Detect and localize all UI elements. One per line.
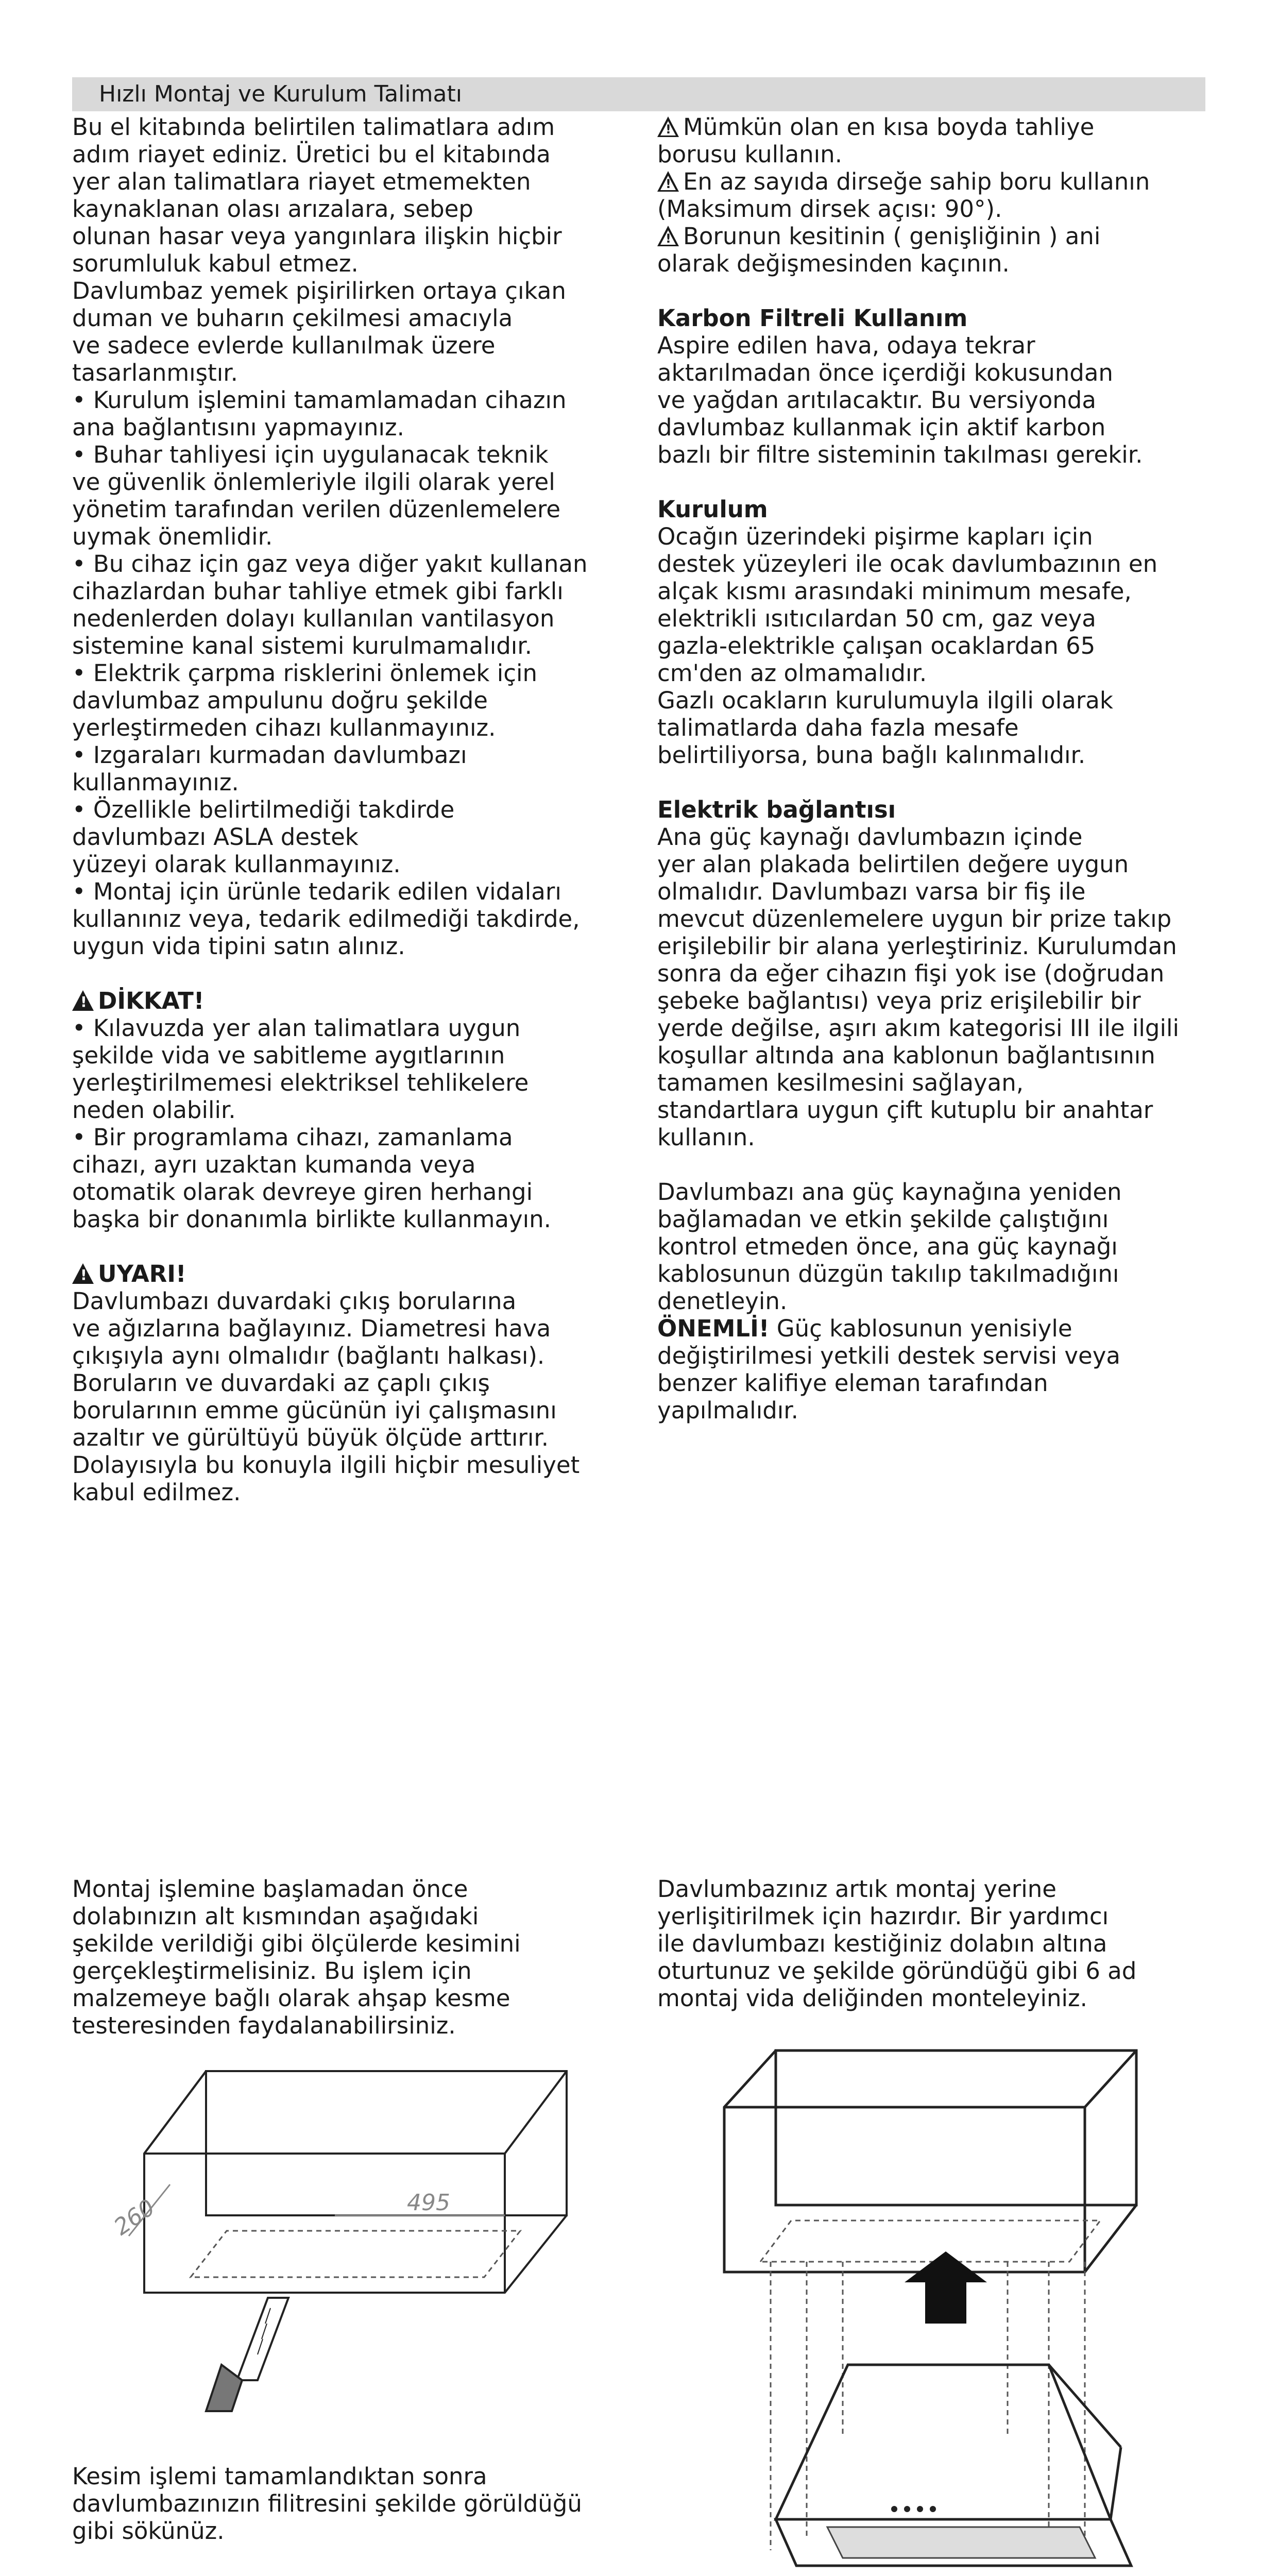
blank-line xyxy=(657,769,1214,796)
filter-removal-illustration xyxy=(72,2555,628,2576)
text-line xyxy=(72,1178,628,1206)
text-line xyxy=(72,496,628,523)
text-line xyxy=(657,578,1214,605)
text-line xyxy=(72,741,628,769)
line-text: DİKKAT! xyxy=(98,987,205,1014)
line-text: Davlumbazı ana güç kaynağına yeniden xyxy=(657,1178,1122,1206)
step-line: Davlumbazınız artık montaj yerine xyxy=(657,1875,1057,1903)
line-text: Gazlı ocakların kurulumuyla ilgili olarak xyxy=(657,687,1113,714)
line-text: alçak kısmı arasındaki minimum mesafe, xyxy=(657,578,1132,605)
line-text: kontrol etmeden önce, ana güç kaynağı xyxy=(657,1233,1118,1260)
important-label: ÖNEMLİ! xyxy=(657,1315,770,1342)
width-dimension: 495 xyxy=(407,2190,450,2216)
text-line xyxy=(657,523,1214,550)
line-text: koşullar altında ana kablonun bağlantısının xyxy=(657,1042,1155,1069)
text-line xyxy=(72,714,628,741)
text-line xyxy=(657,1260,1214,1287)
line-text: davlumbaz ampulunu doğru şekilde xyxy=(72,687,488,714)
line-text: • Kurulum işlemini tamamlamadan cihazın xyxy=(72,386,567,414)
line-text: şekilde vida ve sabitleme aygıtlarının xyxy=(72,1042,505,1069)
line-text: • Özellikle belirtilmediği takdirde xyxy=(72,796,455,823)
line-text: sistemine kanal sistemi kurulmamalıdır. xyxy=(72,632,532,659)
text-line xyxy=(72,1151,628,1178)
step-mount-text xyxy=(657,1875,1214,2012)
line-text: belirtiliyorsa, buna bağlı kalınmalıdır. xyxy=(657,741,1086,769)
text-line xyxy=(72,359,628,386)
text-line xyxy=(657,1178,1214,1206)
step-line: gibi sökünüz. xyxy=(72,2517,225,2545)
text-line xyxy=(657,659,1214,687)
line-text: erişilebilir bir alana yerleştiriniz. Kurulumdan xyxy=(657,933,1177,960)
text-line xyxy=(72,113,628,141)
text-line xyxy=(72,687,628,714)
line-text: Karbon Filtreli Kullanım xyxy=(657,304,968,332)
text-line xyxy=(72,1014,628,1042)
line-text: destek yüzeyleri ile ocak davlumbazının en xyxy=(657,550,1158,578)
text-line xyxy=(657,386,1214,414)
step-line: testeresinden faydalanabilirsiniz. xyxy=(72,2012,456,2039)
line-text: Davlumbazı duvardaki çıkış borularına xyxy=(72,1287,517,1315)
text-line xyxy=(72,905,628,933)
blank-line xyxy=(657,1151,1214,1178)
line-text: • Elektrik çarpma risklerini önlemek için xyxy=(72,659,538,687)
step-cut-text xyxy=(72,1875,628,2039)
line-text: ve ağızlarına bağlayınız. Diametresi hava xyxy=(72,1315,551,1342)
line-text: yüzeyi olarak kullanmayınız. xyxy=(72,851,401,878)
line-text: sonra da eğer cihazın fişi yok ise (doğrudan xyxy=(657,960,1165,987)
text-line xyxy=(72,332,628,359)
line-text: olunan hasar veya yangınlara ilişkin hiçbir xyxy=(72,223,562,250)
line-text: Dolayısıyla bu konuyla ilgili hiçbir mesuliyet xyxy=(72,1451,580,1479)
text-line xyxy=(657,1287,1214,1315)
line-text: Boruların ve duvardaki az çaplı çıkış xyxy=(72,1369,490,1397)
text-line xyxy=(72,468,628,496)
text-line xyxy=(657,250,1214,277)
line-text: uygun vida tipini satın alınız. xyxy=(72,933,405,960)
line-text: gazla-elektrikle çalışan ocaklardan 65 xyxy=(657,632,1096,659)
line-text: kabul edilmez. xyxy=(72,1479,241,1506)
text-line xyxy=(72,605,628,632)
line-text: Elektrik bağlantısı xyxy=(657,796,896,823)
title-bar xyxy=(72,77,1205,111)
text-line xyxy=(72,550,628,578)
text-line xyxy=(72,1096,628,1124)
step-line: oturtunuz ve şekilde göründüğü gibi 6 ad xyxy=(657,1957,1137,1985)
line-text: (Maksimum dirsek açısı: 90°). xyxy=(657,195,1002,223)
text-line xyxy=(72,441,628,468)
line-text: ve yağdan arıtılacaktır. Bu versiyonda xyxy=(657,386,1096,414)
line-text: değiştirilmesi yetkili destek servisi veya xyxy=(657,1342,1120,1369)
text-line xyxy=(657,687,1214,714)
line-text: denetleyin. xyxy=(657,1287,788,1315)
line-text: • Bir programlama cihazı, zamanlama xyxy=(72,1124,513,1151)
text-line xyxy=(72,1479,628,1506)
line-text: olmalıdır. Davlumbazı varsa bir fiş ile xyxy=(657,878,1086,905)
line-text: bazlı bir filtre sisteminin takılması gerekir. xyxy=(657,441,1143,468)
line-text: cm'den az olmamalıdır. xyxy=(657,659,927,687)
line-text: kullanmayınız. xyxy=(72,769,239,796)
text-line xyxy=(72,523,628,550)
line-text: tasarlanmıştır. xyxy=(72,359,238,386)
text-line xyxy=(72,168,628,195)
line-text: borularının emme gücünün iyi çalışmasını xyxy=(72,1397,557,1424)
line-text: En az sayıda dirseğe sahip boru kullanın xyxy=(683,168,1150,195)
blank-line xyxy=(657,277,1214,304)
step-line: Montaj işlemine başlamadan önce xyxy=(72,1875,468,1903)
line-text: Bu el kitabında belirtilen talimatlara adım xyxy=(72,113,555,141)
step-line: montaj vida deliğinden monteleyiniz. xyxy=(657,1985,1087,2012)
line-text: cihazlardan buhar tahliye etmek gibi farklı xyxy=(72,578,564,605)
text-line xyxy=(657,1014,1214,1042)
line-text: standartlara uygun çift kutuplu bir anahtar xyxy=(657,1096,1153,1124)
line-text: kullanınız veya, tedarik edilmediği takdirde, xyxy=(72,905,580,933)
section-heading xyxy=(657,796,1214,823)
line-text: • Kılavuzda yer alan talimatlara uygun xyxy=(72,1014,521,1042)
cabinet-cut-illustration xyxy=(72,2050,628,2421)
text-line xyxy=(657,441,1214,468)
line-text: olarak değişmesinden kaçının. xyxy=(657,250,1010,277)
text-line xyxy=(657,905,1214,933)
warning-icon xyxy=(72,990,94,1011)
line-text: mevcut düzenlemelere uygun bir prize takıp xyxy=(657,905,1172,933)
line-text: • Buhar tahliyesi için uygulanacak teknik xyxy=(72,441,549,468)
text-line xyxy=(72,578,628,605)
section-heading xyxy=(657,496,1214,523)
text-line xyxy=(657,195,1214,223)
text-line xyxy=(72,141,628,168)
line-text: • Izgaraları kurmadan davlumbazı xyxy=(72,741,467,769)
text-line xyxy=(72,1287,628,1315)
text-line xyxy=(72,769,628,796)
line-text: Güç kablosunun yenisiyle xyxy=(776,1315,1072,1342)
line-text: borusu kullanın. xyxy=(657,141,843,168)
text-line xyxy=(72,796,628,823)
step-line: dolabınızın alt kısmından aşağıdaki xyxy=(72,1903,479,1930)
line-text: tamamen kesilmesini sağlayan, xyxy=(657,1069,1024,1096)
text-line xyxy=(72,1124,628,1151)
text-line xyxy=(72,1206,628,1233)
line-text: çıkışıyla aynı olmalıdır (bağlantı halkası). xyxy=(72,1342,545,1369)
step-line: gerçekleştirmelisiniz. Bu işlem için xyxy=(72,1957,472,1985)
line-text: talimatlarda daha fazla mesafe xyxy=(657,714,1019,741)
line-text: yapılmalıdır. xyxy=(657,1397,798,1424)
text-line xyxy=(657,113,1214,141)
text-line xyxy=(657,359,1214,386)
text-line xyxy=(72,1069,628,1096)
line-text: ana bağlantısını yapmayınız. xyxy=(72,414,404,441)
line-text: davlumbazı ASLA destek xyxy=(72,823,359,851)
text-line xyxy=(657,1397,1214,1424)
text-line xyxy=(72,277,628,304)
page-title: Hızlı Montaj ve Kurulum Talimatı xyxy=(99,81,462,107)
step-line: Kesim işlemi tamamlandıktan sonra xyxy=(72,2463,487,2490)
text-line xyxy=(72,659,628,687)
warning-icon xyxy=(657,226,679,246)
line-text: yerleştirmeden cihazı kullanmayınız. xyxy=(72,714,496,741)
text-line xyxy=(657,878,1214,905)
text-line xyxy=(72,878,628,905)
line-text: yerde değilse, aşırı akım kategorisi III ile ilgili xyxy=(657,1014,1179,1042)
section-heading xyxy=(72,1260,628,1287)
text-line xyxy=(657,414,1214,441)
text-line xyxy=(657,605,1214,632)
line-text: yer alan plakada belirtilen değere uygun xyxy=(657,851,1129,878)
text-line xyxy=(657,168,1214,195)
step-line: davlumbazınızın filitresini şekilde görüldüğü xyxy=(72,2490,582,2517)
line-text: başka bir donanımla birlikte kullanmayın. xyxy=(72,1206,551,1233)
text-line xyxy=(72,386,628,414)
section-heading xyxy=(72,987,628,1014)
line-text: elektrikli ısıtıcılardan 50 cm, gaz veya xyxy=(657,605,1096,632)
line-text: adım riayet ediniz. Üretici bu el kitabında xyxy=(72,141,551,168)
step-line: malzemeye bağlı olarak ahşap kesme xyxy=(72,1985,510,2012)
text-line xyxy=(72,1315,628,1342)
text-line xyxy=(657,1124,1214,1151)
text-line xyxy=(657,550,1214,578)
text-line xyxy=(72,1342,628,1369)
step-filter-text xyxy=(72,2463,628,2545)
text-line xyxy=(657,632,1214,659)
text-line xyxy=(657,714,1214,741)
text-line xyxy=(72,1397,628,1424)
hood-mounting-illustration xyxy=(657,2025,1214,2576)
text-line xyxy=(72,1424,628,1451)
line-text: şebeke bağlantısı) veya priz erişilebilir bir xyxy=(657,987,1141,1014)
text-line xyxy=(657,1096,1214,1124)
line-text: ve sadece evlerde kullanılmak üzere xyxy=(72,332,496,359)
line-text: nedenlerden dolayı kullanılan vantilasyon xyxy=(72,605,555,632)
step-line: yerlişitirilmek için hazırdır. Bir yardımcı xyxy=(657,1903,1109,1930)
text-line xyxy=(657,1233,1214,1260)
line-text: duman ve buharın çekilmesi amacıyla xyxy=(72,304,513,332)
text-line xyxy=(657,987,1214,1014)
text-line xyxy=(72,223,628,250)
warning-icon xyxy=(657,171,679,192)
text-line xyxy=(657,1069,1214,1096)
line-text: kablosunun düzgün takılıp takılmadığını xyxy=(657,1260,1119,1287)
text-line xyxy=(657,933,1214,960)
line-text: yer alan talimatlara riayet etmemekten xyxy=(72,168,531,195)
line-text: davlumbaz kullanmak için aktif karbon xyxy=(657,414,1106,441)
blank-line xyxy=(657,468,1214,496)
text-line xyxy=(72,933,628,960)
step-line: ile davlumbazı kestiğiniz dolabın altına xyxy=(657,1930,1107,1957)
text-line xyxy=(72,823,628,851)
text-line xyxy=(72,195,628,223)
text-line xyxy=(72,304,628,332)
line-text: Aspire edilen hava, odaya tekrar xyxy=(657,332,1035,359)
text-line xyxy=(657,823,1214,851)
line-text: ve güvenlik önlemleriyle ilgili olarak yerel xyxy=(72,468,555,496)
line-text: • Bu cihaz için gaz veya diğer yakıt kullanan xyxy=(72,550,588,578)
depth-dimension: 260 xyxy=(109,2194,160,2241)
right-column xyxy=(657,113,1214,1424)
text-line xyxy=(72,1451,628,1479)
text-line xyxy=(72,1369,628,1397)
text-line xyxy=(72,414,628,441)
section-heading xyxy=(657,304,1214,332)
line-text: UYARI! xyxy=(98,1260,186,1287)
text-line xyxy=(657,332,1214,359)
text-line xyxy=(657,141,1214,168)
line-text: aktarılmadan önce içerdiği kokusundan xyxy=(657,359,1113,386)
text-line xyxy=(657,960,1214,987)
blank-line xyxy=(72,960,628,987)
line-text: Ocağın üzerindeki pişirme kapları için xyxy=(657,523,1093,550)
text-line xyxy=(72,250,628,277)
blank-line xyxy=(72,1233,628,1260)
text-line xyxy=(657,851,1214,878)
warning-icon xyxy=(72,1263,94,1284)
line-text: Borunun kesitinin ( genişliğinin ) ani xyxy=(683,223,1101,250)
line-text: yönetim tarafından verilen düzenlemelere xyxy=(72,496,561,523)
line-text: bağlamadan ve etkin şekilde çalıştığını xyxy=(657,1206,1109,1233)
line-text: yerleştirilmemesi elektriksel tehlikelere xyxy=(72,1069,529,1096)
line-text: sorumluluk kabul etmez. xyxy=(72,250,359,277)
text-line xyxy=(657,1369,1214,1397)
line-text: Mümkün olan en kısa boyda tahliye xyxy=(683,113,1095,141)
line-text: Kurulum xyxy=(657,496,768,523)
text-line xyxy=(657,1315,1214,1342)
line-text: cihazı, ayrı uzaktan kumanda veya xyxy=(72,1151,476,1178)
line-text: uymak önemlidir. xyxy=(72,523,273,550)
line-text: Ana güç kaynağı davlumbazın içinde xyxy=(657,823,1083,851)
step-line: şekilde verildiği gibi ölçülerde kesimini xyxy=(72,1930,521,1957)
line-text: benzer kalifiye eleman tarafından xyxy=(657,1369,1048,1397)
line-text: • Montaj için ürünle tedarik edilen vidaları xyxy=(72,878,561,905)
line-text: otomatik olarak devreye giren herhangi xyxy=(72,1178,533,1206)
text-line xyxy=(657,1342,1214,1369)
line-text: kullanın. xyxy=(657,1124,755,1151)
text-line xyxy=(72,632,628,659)
text-line xyxy=(657,741,1214,769)
left-column xyxy=(72,113,628,1506)
warning-icon xyxy=(657,116,679,137)
text-line xyxy=(72,851,628,878)
line-text: Davlumbaz yemek pişirilirken ortaya çıkan xyxy=(72,277,566,304)
line-text: neden olabilir. xyxy=(72,1096,236,1124)
text-line xyxy=(72,1042,628,1069)
line-text: kaynaklanan olası arızalara, sebep xyxy=(72,195,473,223)
text-line xyxy=(657,1206,1214,1233)
text-line xyxy=(657,223,1214,250)
line-text: azaltır ve gürültüyü büyük ölçüde arttırır. xyxy=(72,1424,549,1451)
text-line xyxy=(657,1042,1214,1069)
